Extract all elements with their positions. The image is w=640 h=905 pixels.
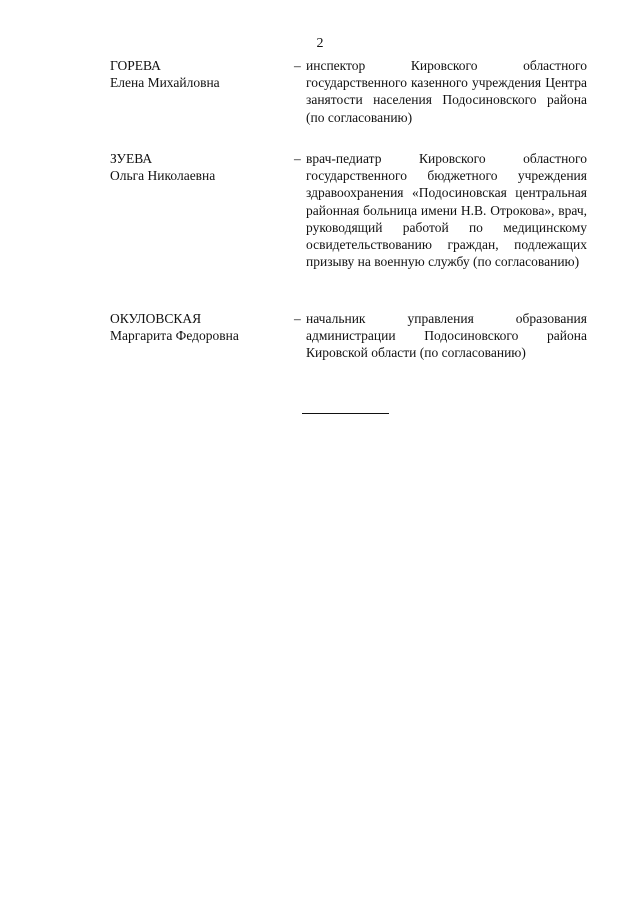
- end-of-list-rule: [302, 413, 389, 414]
- member-surname: ОКУЛОВСКАЯ: [110, 311, 202, 326]
- member-name: [110, 150, 280, 184]
- member-position-description: инспектор Кировского областного государственного казенного учреждения Центра занятости населения Подосиновского района (по согласованию): [306, 58, 587, 125]
- member-name: [110, 57, 280, 91]
- page-number: 2: [316, 36, 324, 51]
- entry-dash: –: [294, 311, 301, 326]
- member-given-names: Елена Михайловна: [110, 75, 220, 91]
- entry-dash: –: [294, 58, 301, 73]
- member-surname: ЗУЕВА: [110, 151, 153, 166]
- entry-dash: –: [294, 151, 301, 166]
- member-given-names: Маргарита Федоровна: [110, 328, 239, 344]
- member-position-description: начальник управления образования администрации Подосиновского района Кировской области (по согласованию): [306, 311, 587, 361]
- member-surname: ГОРЕВА: [110, 58, 161, 73]
- member-given-names: Ольга Николаевна: [110, 168, 216, 184]
- member-position-description: врач-педиатр Кировского областного государственного бюджетного учреждения здравоохранения «Подосиновская центральная районная больница имени Н.В. Отрокова», врач, руководящий работой по медицинскому освидетельствованию граждан, подлежащих призыву на военную службу (по согласованию): [306, 151, 587, 270]
- member-name: [110, 310, 280, 344]
